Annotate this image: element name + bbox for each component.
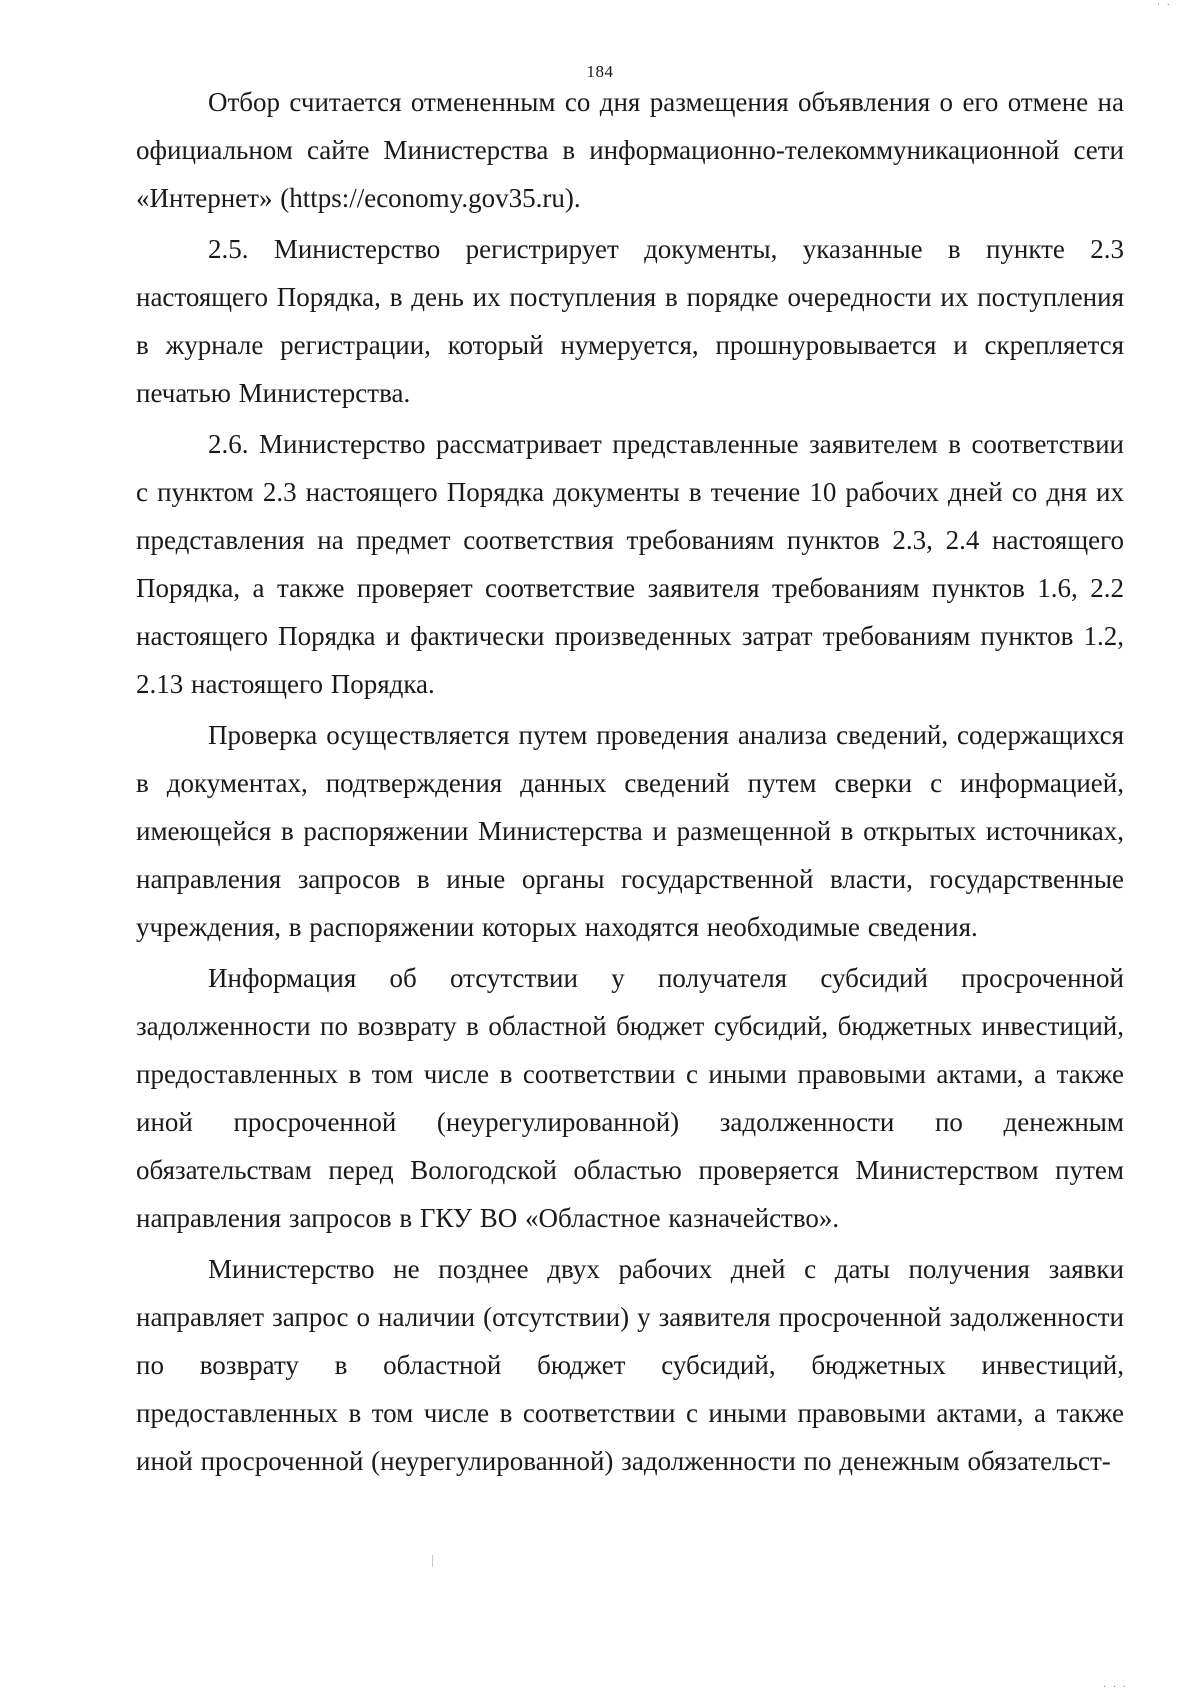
paragraph-2-5-registration: 2.5. Министерство регистрирует документы, указанные в пункте 2.3 настоящего Порядка, в день их поступления в порядке очередности их поступления в журнале регистрации, который нумеруется, прошнуровывается и скрепляется печатью Министерства. xyxy=(136,234,1124,408)
document-body xyxy=(136,78,1124,1485)
paragraph-2-6-review: 2.6. Министерство рассматривает представленные заявителем в соответствии с пунктом 2.3 настоящего Порядка документы в течение 10 рабочих дней со дня их представления на предмет соответствия требованиям пунктов 2.3, 2.4 настоящего Порядка, а также проверяет соответствие заявителя требованиям пунктов 1.6, 2.2 настоящего Порядка и фактически произведенных затрат требованиям пунктов 1.2, 2.13 настоящего Порядка. xyxy=(136,429,1124,699)
scan-artifact-top: · · xyxy=(1156,0,1172,11)
scan-artifact-bottom: · · · xyxy=(1103,1682,1128,1693)
paragraph-debt-request: Министерство не позднее двух рабочих дней с даты получения заявки направляет запрос о наличии (отсутствии) у заявителя просроченной задолженности по возврату в областной бюджет субсидий, бюджетных инвестиций, предоставленных в том числе в соответствии с иными правовыми актами, а также иной просроченной (неурегулированной) задолженности по денежным обязательст- xyxy=(136,1254,1124,1476)
paragraph-verification: Проверка осуществляется путем проведения анализа сведений, содержащихся в документах, подтверждения данных сведений путем сверки с информацией, имеющейся в распоряжении Министерства и размещенной в открытых источниках, направления запросов в иные органы государственной власти, государственные учреждения, в распоряжении которых находятся необходимые сведения. xyxy=(136,720,1124,942)
scan-artifact-center xyxy=(432,1555,433,1567)
paragraph-selection-cancelled: Отбор считается отмененным со дня размещения объявления о его отмене на официальном сайте Министерства в информационно-телекоммуникационной сети «Интернет» (https://economy.gov35.ru). xyxy=(136,87,1124,213)
page-number: 184 xyxy=(586,62,614,81)
paragraph-debt-information: Информация об отсутствии у получателя субсидий просроченной задолженности по возврату в областной бюджет субсидий, бюджетных инвестиций, предоставленных в том числе в соответствии с иными правовыми актами, а также иной просроченной (неурегулированной) задолженности по денежным обязательствам перед Вологодской областью проверяется Министерством путем направления запросов в ГКУ ВО «Областное казначейство». xyxy=(136,963,1124,1233)
